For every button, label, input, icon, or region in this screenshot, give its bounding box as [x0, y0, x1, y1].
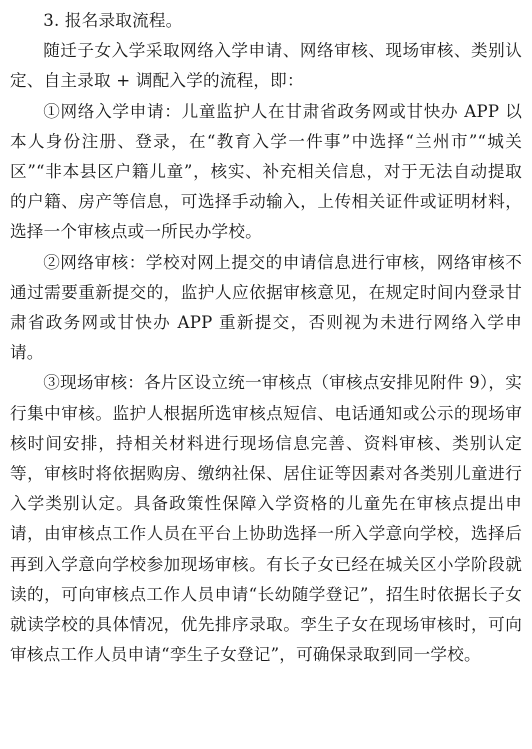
step-onsite-review: ③现场审核：各片区设立统一审核点（审核点安排见附件 9），实行集中审核。监护人根据所选审核点短信、电话通知或公示的现场审核时间安排，持相关材料进行现场信息完善、资料审核、类别认定等，审核时将依据购房、缴纳社保、居住证等因素对各类别儿童进行入学类别认定。具备政策性保障入学资格的儿童先在审核点提出申请，由审核点工作人员在平台上协助选择一所入学意向学校，选择后再到入学意向学校参加现场审核。有长子女已经在城关区小学阶段就读的，可向审核点工作人员申请“长幼随学登记”，招生时依据长子女就读学校的具体情况，优先排序录取。孪生子女在现场审核时，可向审核点工作人员申请“孪生子女登记”，可确保录取到同一学校。 [10, 373, 522, 665]
section-heading: 3. 报名录取流程。 [43, 11, 183, 30]
intro-paragraph: 随迁子女入学采取网络入学申请、网络审核、现场审核、类别认定、自主录取 + 调配入学的流程，即： [10, 41, 522, 91]
step-online-application: ①网络入学申请：儿童监护人在甘肃省政务网或甘快办 APP 以本人身份注册、登录，在“教育入学一件事”中选择“兰州市”“城关区”“非本县区户籍儿童”，核实、补充相关信息，对于无法自动提取的户籍、房产等信息，可选择手动输入，上传相关证件或证明材料，选择一个审核点或一所民办学校。 [10, 101, 522, 242]
step-online-review: ②网络审核：学校对网上提交的申请信息进行审核，网络审核不通过需要重新提交的，监护人应依据审核意见，在规定时间内登录甘肃省政务网或甘快办 APP 重新提交，否则视为未进行网络入学申请。 [10, 252, 522, 363]
